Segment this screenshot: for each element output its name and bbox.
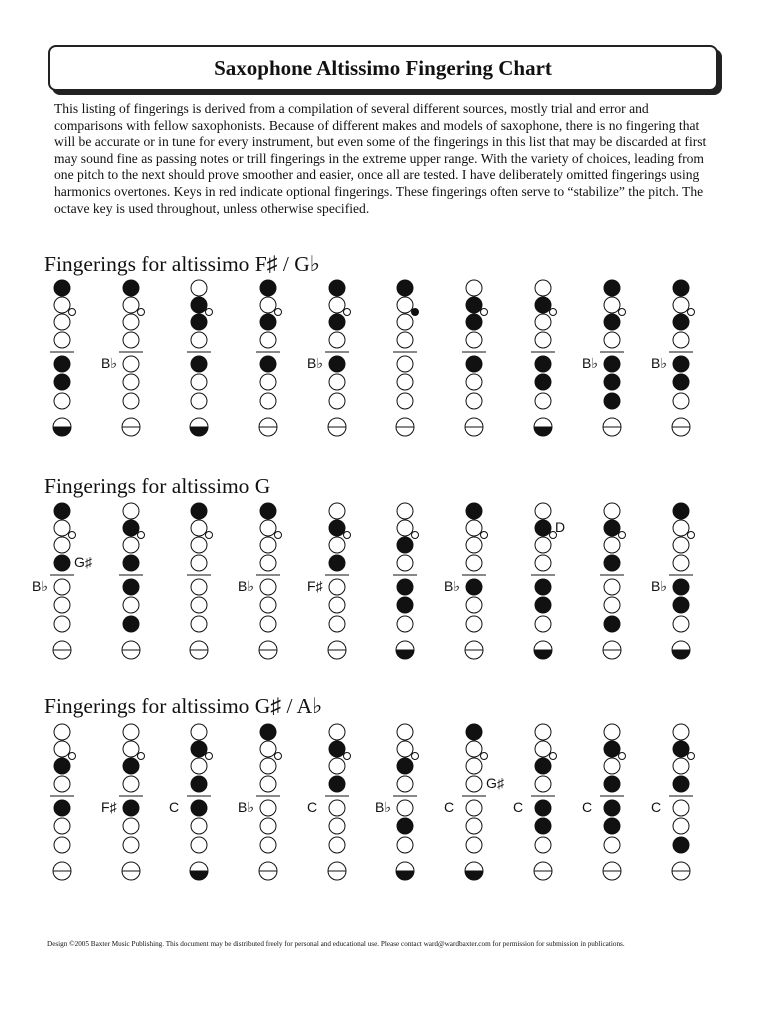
closed-key: [260, 280, 276, 296]
open-key: [673, 520, 689, 536]
side-key: [275, 753, 282, 760]
closed-key: [535, 758, 551, 774]
closed-key: [329, 776, 345, 792]
closed-key: [535, 800, 551, 816]
fingering-extra-label: G♯: [486, 775, 504, 791]
closed-key: [329, 356, 345, 372]
open-key: [54, 741, 70, 757]
open-key: [673, 800, 689, 816]
fingering-extra-label: G♯: [74, 554, 92, 570]
closed-key: [329, 520, 345, 536]
closed-key: [260, 724, 276, 740]
fingering-label: C: [651, 799, 662, 815]
open-key: [673, 758, 689, 774]
open-key: [535, 393, 551, 409]
closed-key: [397, 537, 413, 553]
open-key: [466, 597, 482, 613]
section-title-g: Fingerings for altissimo G: [44, 474, 271, 498]
open-key: [397, 800, 413, 816]
open-key: [329, 837, 345, 853]
fingering-label: B♭: [238, 578, 254, 594]
open-key: [604, 724, 620, 740]
closed-key: [191, 356, 207, 372]
closed-key: [123, 280, 139, 296]
open-key: [397, 520, 413, 536]
low-key-fill: [396, 650, 414, 659]
open-key: [54, 393, 70, 409]
closed-key: [673, 280, 689, 296]
side-key: [619, 532, 626, 539]
side-key: [206, 532, 213, 539]
closed-key: [604, 800, 620, 816]
closed-key: [123, 520, 139, 536]
open-key: [397, 776, 413, 792]
open-key: [260, 374, 276, 390]
side-key: [206, 309, 213, 316]
open-key: [191, 837, 207, 853]
open-key: [191, 597, 207, 613]
closed-key: [466, 297, 482, 313]
side-key: [275, 309, 282, 316]
open-key: [535, 537, 551, 553]
open-key: [260, 555, 276, 571]
section-title-gsharp: Fingerings for altissimo G♯ / A♭: [44, 694, 323, 718]
open-key: [54, 520, 70, 536]
closed-key: [329, 555, 345, 571]
open-key: [604, 332, 620, 348]
closed-key: [123, 758, 139, 774]
open-key: [466, 393, 482, 409]
open-key: [191, 818, 207, 834]
open-key: [397, 741, 413, 757]
open-key: [123, 837, 139, 853]
closed-key: [54, 374, 70, 390]
open-key: [673, 537, 689, 553]
closed-key: [535, 597, 551, 613]
fingering-diagram: [165, 501, 225, 661]
closed-key: [397, 579, 413, 595]
closed-key: [673, 837, 689, 853]
open-key: [191, 579, 207, 595]
open-key: [397, 724, 413, 740]
open-key: [54, 818, 70, 834]
fingering-label: B♭: [582, 355, 598, 371]
fingering-label: B♭: [651, 578, 667, 594]
open-key: [260, 520, 276, 536]
open-key: [123, 314, 139, 330]
open-key: [535, 837, 551, 853]
open-key: [329, 579, 345, 595]
closed-key: [54, 356, 70, 372]
open-key: [673, 724, 689, 740]
open-key: [191, 537, 207, 553]
fingering-diagram: [165, 278, 225, 438]
closed-key: [604, 280, 620, 296]
open-key: [123, 393, 139, 409]
open-key: [466, 332, 482, 348]
open-key: [466, 837, 482, 853]
open-key: [260, 597, 276, 613]
open-key: [466, 374, 482, 390]
open-key: [397, 374, 413, 390]
open-key: [260, 616, 276, 632]
closed-key: [535, 818, 551, 834]
open-key: [260, 776, 276, 792]
open-key: [191, 374, 207, 390]
closed-key: [397, 280, 413, 296]
open-key: [191, 393, 207, 409]
closed-key: [604, 374, 620, 390]
side-key: [688, 532, 695, 539]
fingering-extra-label: D: [555, 519, 566, 535]
closed-key: [123, 616, 139, 632]
closed-key: [260, 356, 276, 372]
open-key: [54, 332, 70, 348]
open-key: [604, 758, 620, 774]
side-key: [688, 753, 695, 760]
side-key: [412, 309, 419, 316]
open-key: [191, 280, 207, 296]
fingering-diagram: [234, 278, 294, 438]
open-key: [123, 818, 139, 834]
closed-key: [191, 776, 207, 792]
low-key-fill: [190, 871, 208, 880]
low-key-fill: [396, 871, 414, 880]
closed-key: [54, 280, 70, 296]
side-key: [688, 309, 695, 316]
open-key: [466, 555, 482, 571]
closed-key: [54, 503, 70, 519]
fingering-diagram: [97, 501, 157, 661]
open-key: [123, 724, 139, 740]
open-key: [123, 297, 139, 313]
closed-key: [466, 579, 482, 595]
low-key-fill: [465, 871, 483, 880]
closed-key: [191, 741, 207, 757]
open-key: [397, 393, 413, 409]
open-key: [466, 280, 482, 296]
fingering-diagram: [440, 278, 500, 438]
closed-key: [466, 503, 482, 519]
open-key: [54, 776, 70, 792]
closed-key: [191, 503, 207, 519]
fingering-diagram: [509, 278, 569, 438]
open-key: [260, 393, 276, 409]
open-key: [673, 555, 689, 571]
open-key: [673, 332, 689, 348]
low-key-fill: [190, 427, 208, 436]
open-key: [535, 741, 551, 757]
closed-key: [535, 374, 551, 390]
closed-key: [673, 597, 689, 613]
fingering-label: C: [513, 799, 524, 815]
closed-key: [604, 616, 620, 632]
open-key: [54, 579, 70, 595]
open-key: [397, 616, 413, 632]
open-key: [604, 297, 620, 313]
intro-paragraph: This listing of fingerings is derived from a compilation of several different sources, mostly trial and error and comparisons with fellow saxophonists. Because of different makes and models of saxophone, there is no fingering that will be accurate or in tune for every instrument, but even some of the fingerings in this list that may be discarded at first may sound fine as passing notes or trill fingerings in the extreme upper range. With the variety of choices, leading from one pitch to the next should prove smoother and easier, once all are tested. I have deliberately omitted fingerings using harmonics overtones. Keys in red indicate optional fingerings. These fingerings often serve to “stabilize” the pitch. The octave key is used throughout, unless otherwise specified.: [54, 101, 707, 216]
fingering-label: F♯: [101, 799, 117, 815]
open-key: [123, 537, 139, 553]
fingering-label: F♯: [307, 578, 323, 594]
closed-key: [604, 356, 620, 372]
open-key: [329, 332, 345, 348]
side-key: [619, 753, 626, 760]
side-key: [69, 309, 76, 316]
closed-key: [329, 741, 345, 757]
open-key: [397, 837, 413, 853]
closed-key: [673, 374, 689, 390]
open-key: [535, 332, 551, 348]
open-key: [260, 818, 276, 834]
open-key: [123, 332, 139, 348]
open-key: [54, 616, 70, 632]
closed-key: [604, 393, 620, 409]
open-key: [329, 537, 345, 553]
closed-key: [604, 555, 620, 571]
fingering-diagram: [371, 501, 431, 661]
open-key: [54, 837, 70, 853]
closed-key: [604, 818, 620, 834]
side-key: [344, 532, 351, 539]
closed-key: [673, 356, 689, 372]
low-key-fill: [53, 427, 71, 436]
open-key: [191, 724, 207, 740]
open-key: [535, 776, 551, 792]
side-key: [481, 532, 488, 539]
open-key: [260, 579, 276, 595]
open-key: [123, 356, 139, 372]
open-key: [466, 537, 482, 553]
open-key: [260, 800, 276, 816]
fingering-label: C: [582, 799, 593, 815]
open-key: [329, 818, 345, 834]
closed-key: [397, 818, 413, 834]
side-key: [275, 532, 282, 539]
open-key: [54, 297, 70, 313]
side-key: [344, 309, 351, 316]
closed-key: [260, 314, 276, 330]
open-key: [329, 503, 345, 519]
open-key: [123, 597, 139, 613]
open-key: [260, 741, 276, 757]
open-key: [466, 520, 482, 536]
open-key: [329, 297, 345, 313]
open-key: [329, 616, 345, 632]
side-key: [619, 309, 626, 316]
closed-key: [123, 800, 139, 816]
open-key: [260, 758, 276, 774]
open-key: [397, 356, 413, 372]
open-key: [535, 724, 551, 740]
open-key: [466, 776, 482, 792]
open-key: [329, 724, 345, 740]
fingering-label: C: [444, 799, 455, 815]
open-key: [191, 758, 207, 774]
closed-key: [673, 579, 689, 595]
closed-key: [673, 314, 689, 330]
closed-key: [123, 579, 139, 595]
side-key: [481, 309, 488, 316]
side-key: [550, 309, 557, 316]
fingering-label: B♭: [32, 578, 48, 594]
title-box: [48, 45, 718, 91]
closed-key: [123, 555, 139, 571]
closed-key: [466, 314, 482, 330]
closed-key: [535, 579, 551, 595]
side-key: [138, 532, 145, 539]
open-key: [604, 537, 620, 553]
open-key: [329, 597, 345, 613]
open-key: [466, 800, 482, 816]
low-key-fill: [534, 650, 552, 659]
open-key: [397, 297, 413, 313]
closed-key: [673, 776, 689, 792]
open-key: [535, 555, 551, 571]
open-key: [54, 724, 70, 740]
closed-key: [329, 280, 345, 296]
open-key: [54, 314, 70, 330]
open-key: [466, 818, 482, 834]
closed-key: [673, 741, 689, 757]
open-key: [604, 579, 620, 595]
section-title-fsharp: Fingerings for altissimo F♯ / G♭: [44, 252, 320, 276]
open-key: [329, 393, 345, 409]
open-key: [397, 314, 413, 330]
open-key: [329, 758, 345, 774]
open-key: [329, 800, 345, 816]
open-key: [397, 555, 413, 571]
open-key: [260, 297, 276, 313]
closed-key: [466, 356, 482, 372]
page-title: Saxophone Altissimo Fingering Chart: [214, 55, 552, 80]
low-key-fill: [672, 650, 690, 659]
closed-key: [604, 741, 620, 757]
open-key: [397, 332, 413, 348]
side-key: [550, 753, 557, 760]
open-key: [329, 374, 345, 390]
open-key: [191, 520, 207, 536]
open-key: [260, 837, 276, 853]
open-key: [260, 537, 276, 553]
closed-key: [191, 297, 207, 313]
side-key: [206, 753, 213, 760]
closed-key: [604, 314, 620, 330]
fingering-diagram: [28, 278, 88, 438]
closed-key: [260, 503, 276, 519]
open-key: [123, 776, 139, 792]
open-key: [604, 503, 620, 519]
open-key: [535, 503, 551, 519]
closed-key: [604, 520, 620, 536]
closed-key: [535, 356, 551, 372]
fingering-label: B♭: [101, 355, 117, 371]
closed-key: [54, 758, 70, 774]
open-key: [123, 741, 139, 757]
open-key: [54, 537, 70, 553]
side-key: [138, 753, 145, 760]
open-key: [673, 616, 689, 632]
closed-key: [191, 314, 207, 330]
side-key: [344, 753, 351, 760]
open-key: [191, 555, 207, 571]
open-key: [535, 616, 551, 632]
low-key-fill: [534, 427, 552, 436]
open-key: [123, 503, 139, 519]
fingering-label: B♭: [651, 355, 667, 371]
open-key: [673, 818, 689, 834]
open-key: [397, 503, 413, 519]
open-key: [191, 616, 207, 632]
open-key: [673, 297, 689, 313]
open-key: [604, 837, 620, 853]
open-key: [466, 616, 482, 632]
closed-key: [54, 800, 70, 816]
side-key: [412, 753, 419, 760]
open-key: [123, 374, 139, 390]
closed-key: [191, 800, 207, 816]
closed-key: [673, 503, 689, 519]
open-key: [535, 280, 551, 296]
closed-key: [397, 597, 413, 613]
closed-key: [535, 520, 551, 536]
closed-key: [397, 758, 413, 774]
closed-key: [54, 555, 70, 571]
open-key: [466, 758, 482, 774]
fingering-label: C: [307, 799, 318, 815]
open-key: [604, 597, 620, 613]
side-key: [69, 753, 76, 760]
open-key: [673, 393, 689, 409]
closed-key: [604, 776, 620, 792]
fingering-diagram: [578, 501, 638, 661]
side-key: [138, 309, 145, 316]
open-key: [535, 314, 551, 330]
open-key: [260, 332, 276, 348]
side-key: [69, 532, 76, 539]
open-key: [54, 597, 70, 613]
fingering-diagram: [371, 278, 431, 438]
fingering-label: B♭: [307, 355, 323, 371]
side-key: [412, 532, 419, 539]
open-key: [191, 332, 207, 348]
fingering-label: B♭: [375, 799, 391, 815]
open-key: [466, 741, 482, 757]
fingering-label: C: [169, 799, 180, 815]
fingering-diagram: [28, 722, 88, 882]
fingering-label: B♭: [444, 578, 460, 594]
closed-key: [329, 314, 345, 330]
side-key: [481, 753, 488, 760]
closed-key: [466, 724, 482, 740]
closed-key: [535, 297, 551, 313]
fingering-label: B♭: [238, 799, 254, 815]
footer-text: Design ©2005 Baxter Music Publishing. This document may be distributed freely for personal and educational use. Please contact ward@wardbaxter.com for permission for submission in publications.: [47, 940, 625, 948]
